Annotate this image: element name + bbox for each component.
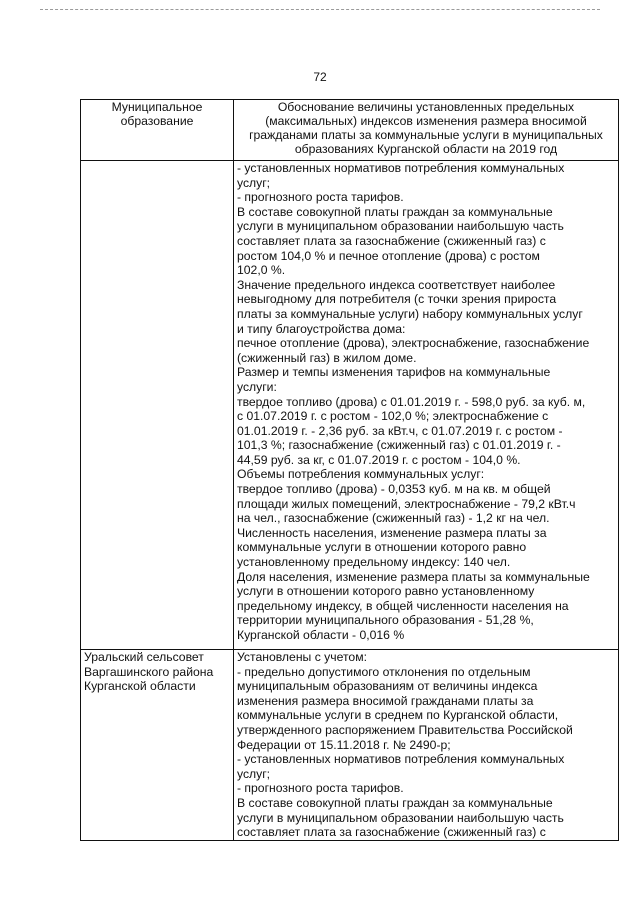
justification-line: 101,3 %; газоснабжение (сжиженный газ) с 01.01.2019 г. - bbox=[236, 438, 561, 453]
justification-line: на чел., газоснабжение (сжиженный газ) - 1,2 кг на чел. bbox=[236, 511, 550, 526]
justification-line: и типу благоустройства дома: bbox=[236, 321, 406, 336]
justification-table bbox=[80, 99, 619, 841]
justification-line: утвержденного распоряжением Правительства Российской bbox=[236, 722, 573, 737]
justification-line: - прогнозного роста тарифов. bbox=[236, 190, 404, 205]
justification-line: коммунальные услуги в среднем по Курганской области, bbox=[236, 708, 559, 723]
justification-line: Курганской области - 0,016 % bbox=[236, 628, 405, 642]
justification-line: с 01.07.2019 г. с ростом - 102,0 %; электроснабжение с bbox=[236, 409, 549, 424]
header-municipality-line: образование bbox=[120, 114, 194, 128]
table-row bbox=[81, 161, 619, 650]
header-justification-line: (максимальных) индексов изменения размера вносимой bbox=[265, 114, 587, 128]
justification-line: территории муниципального образования - 51,28 %, bbox=[236, 613, 534, 628]
municipality-name-line: Уральский сельсовет bbox=[84, 650, 204, 664]
justification-line: печное отопление (дрова), электроснабжение, газоснабжение bbox=[236, 336, 590, 351]
justification-line: 102,0 %. bbox=[236, 263, 286, 278]
justification-line: - установленных нормативов потребления коммунальных bbox=[236, 161, 565, 175]
justification-line: твердое топливо (дрова) - 0,0353 куб. м на кв. м общей bbox=[236, 482, 551, 497]
header-justification bbox=[233, 100, 618, 161]
header-municipality bbox=[81, 100, 234, 161]
justification-line: платы за коммунальные услуги) набору коммунальных услуг bbox=[236, 306, 583, 321]
justification-line: Значение предельного индекса соответствует наиболее bbox=[236, 277, 556, 292]
justification-line: услуги в муниципальном образовании наибольшую часть bbox=[236, 219, 564, 234]
table-header-row bbox=[81, 100, 619, 161]
justification-line: В составе совокупной платы граждан за коммунальные bbox=[236, 795, 553, 810]
municipality-cell bbox=[81, 161, 234, 650]
justification-line: 44,59 руб. за кг, с 01.07.2019 г. с ростом - 104,0 %. bbox=[236, 452, 521, 467]
header-justification-line: Обоснование величины установленных предельных bbox=[277, 100, 575, 114]
header-municipality-line: Муниципальное bbox=[111, 100, 203, 114]
justification-line: - установленных нормативов потребления коммунальных bbox=[236, 752, 565, 767]
justification-line: предельному индексу, в общей численности населения на bbox=[236, 598, 569, 613]
justification-line: В составе совокупной платы граждан за коммунальные bbox=[236, 204, 553, 219]
justification-line: коммунальные услуги в отношении которого равно bbox=[236, 540, 527, 555]
justification-line: услуг; bbox=[236, 766, 271, 781]
justification-cell bbox=[233, 650, 618, 841]
justification-line: Федерации от 15.11.2018 г. № 2490-р; bbox=[236, 737, 451, 752]
justification-line: Численность населения, изменение размера платы за bbox=[236, 525, 547, 540]
municipality-cell bbox=[81, 650, 234, 841]
justification-line: Доля населения, изменение размера платы за коммунальные bbox=[236, 569, 590, 584]
justification-line: площади жилых помещений, электроснабжение - 79,2 кВт.ч bbox=[236, 496, 576, 511]
scan-edge-line bbox=[40, 9, 600, 10]
justification-line: - прогнозного роста тарифов. bbox=[236, 781, 404, 796]
justification-line: невыгодному для потребителя (с точки зрения прироста bbox=[236, 292, 557, 307]
justification-line: составляет плата за газоснабжение (сжиженный газ) с bbox=[236, 825, 546, 840]
municipality-name-line: Курганской области bbox=[84, 679, 196, 694]
justification-line: Установлены с учетом: bbox=[236, 650, 367, 664]
table-row bbox=[81, 650, 619, 841]
justification-line: ростом 104,0 % и печное отопление (дрова) с ростом bbox=[236, 248, 540, 263]
justification-line: твердое топливо (дрова) с 01.01.2019 г. - 598,0 руб. за куб. м, bbox=[236, 394, 586, 409]
page-number: 72 bbox=[313, 70, 327, 84]
justification-line: Объемы потребления коммунальных услуг: bbox=[236, 467, 485, 482]
justification-line: муниципальным образованиям от величины индекса bbox=[236, 679, 538, 694]
justification-line: - предельно допустимого отклонения по отдельным bbox=[236, 664, 531, 679]
municipality-name-line: Варгашинского района bbox=[84, 664, 214, 679]
justification-line: установленному предельному индексу: 140 чел. bbox=[236, 555, 511, 570]
header-justification-line: образованиях Курганской области на 2019 год bbox=[294, 142, 558, 156]
justification-line: изменения размера вносимой гражданами платы за bbox=[236, 693, 534, 708]
justification-line: составляет плата за газоснабжение (сжиженный газ) с bbox=[236, 233, 546, 248]
justification-line: услуги в отношении которого равно установленному bbox=[236, 584, 535, 599]
justification-line: услуг; bbox=[236, 175, 271, 190]
justification-line: Размер и темпы изменения тарифов на коммунальные bbox=[236, 365, 551, 380]
justification-line: (сжиженный газ) в жилом доме. bbox=[236, 350, 417, 365]
justification-line: 01.01.2019 г. - 2,36 руб. за кВт.ч, с 01.07.2019 г. с ростом - bbox=[236, 423, 563, 438]
header-justification-line: гражданами платы за коммунальные услуги в муниципальных bbox=[249, 128, 603, 142]
justification-cell bbox=[233, 161, 618, 650]
justification-line: услуги в муниципальном образовании наибольшую часть bbox=[236, 810, 564, 825]
justification-line: услуги: bbox=[236, 379, 277, 394]
